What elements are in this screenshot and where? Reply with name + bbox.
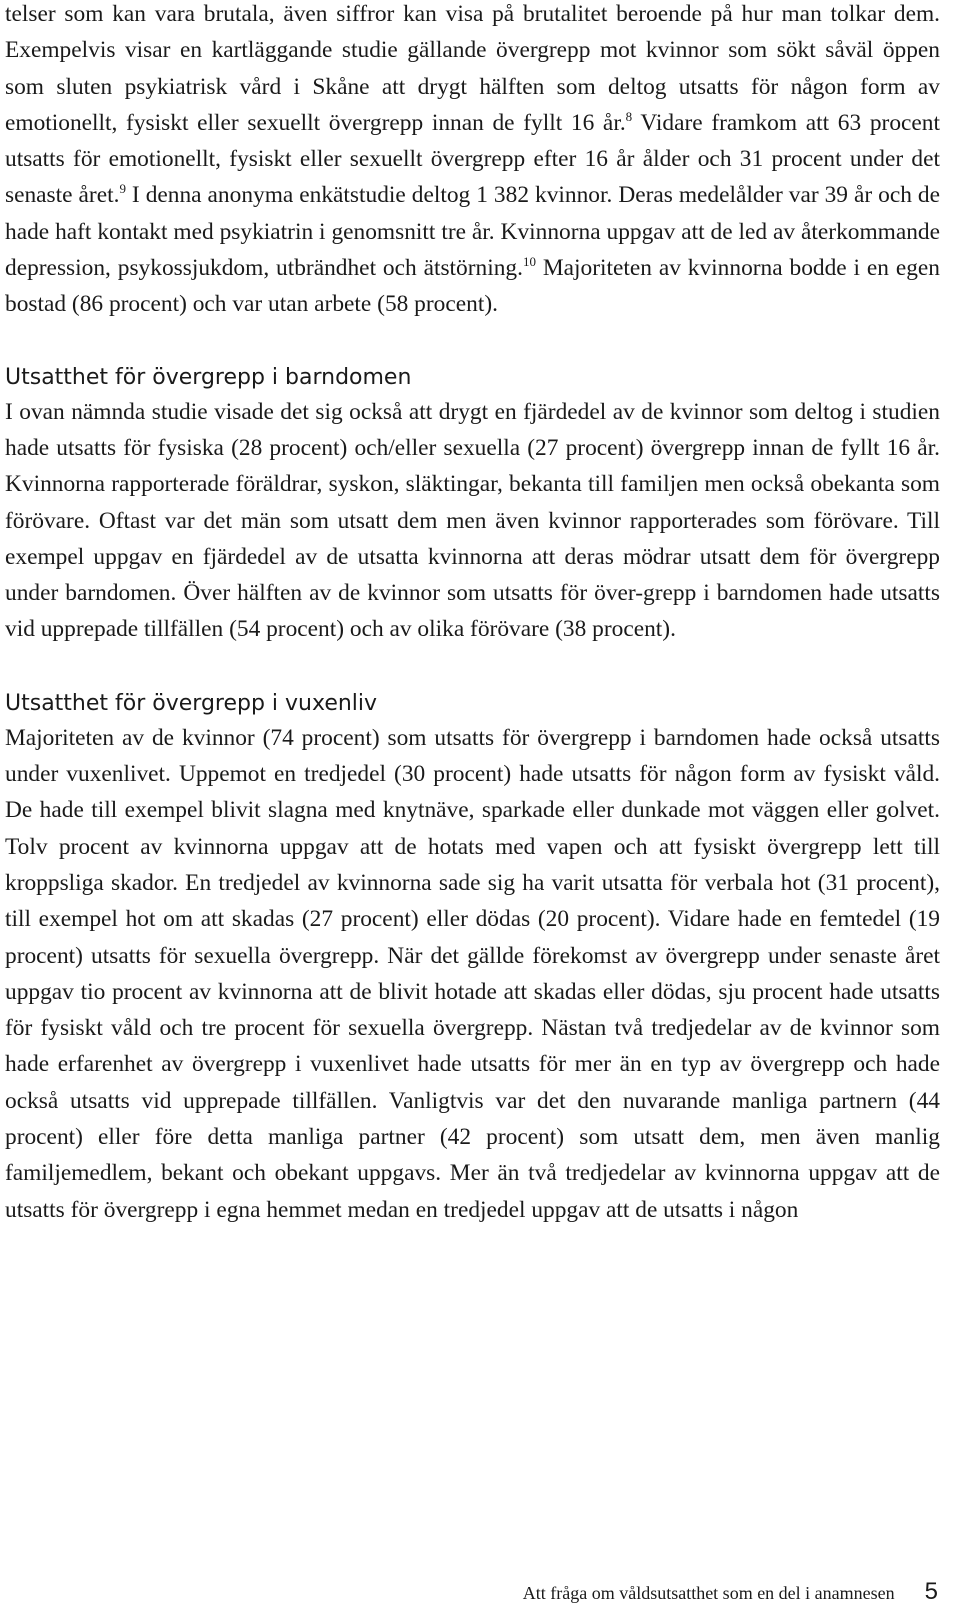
paragraph-text: Vidare framkom att 63 procent utsatts för emotionellt, fysiskt eller sexuellt övergrepp efter 16 år ålder och 31 procent under det senaste året. [5, 109, 940, 209]
body-paragraph-intro [5, 0, 940, 323]
page-footer [523, 1578, 938, 1606]
body-paragraph-adulthood: Majoriteten av de kvinnor (74 procent) som utsatts för övergrepp i barndomen hade också utsatts under vuxenlivet. Uppemot en tredjedel (30 procent) hade utsatts för någon form av fysiskt våld. De hade till exempel blivit slagna med knytnäve, sparkade eller dunkade mot väggen eller golvet. Tolv procent av kvinnorna uppgav att de hotats med vapen och att fysiskt övergrepp lett till kroppsliga skador. En tredjedel av kvinnorna sade sig ha varit utsatta för verbala hot (31 procent), till exempel hot om att skadas (27 procent) eller dödas (20 procent). Vidare hade en femtedel (19 procent) utsatts för sexuella övergrepp. När det gällde förekomst av övergrepp under senaste året uppgav tio procent av kvinnorna att de blivit hotade att skadas eller dödas, sju procent hade utsatts för fysiskt våld och tre procent för sexuella övergrepp. Nästan två tredjedelar av de kvinnor som hade erfarenhet av övergrepp i vuxenlivet hade utsatts för mer än en typ av övergrepp och hade också utsatts vid upprepade tillfällen. Vanligtvis var det den nuvarande manliga partnern (44 procent) eller före detta manliga partner (42 procent) som utsatt dem, men även manlig familjemedlem, bekant och obekant uppgavs. Mer än två tredjedelar av kvinnorna uppgav att de utsatts för övergrepp i egna hemmet medan en tredjedel uppgav att de utsatts i någon [5, 724, 940, 1223]
paragraph-text: telser som kan vara brutala, även siffror kan visa på brutalitet beroende på hur man tolkar dem. Exempelvis visar en kartläggande studie gällande övergrepp mot kvinnor som sökt såväl öppen som sluten psykiatrisk vård i Skåne att drygt hälften som deltog utsatts för någon form av emotionellt, fysiskt eller sexuellt övergrepp innan de fyllt 16 år. [5, 1, 940, 136]
paragraph-text: Majoriteten av kvinnorna bodde i en egen bostad (86 procent) och var utan arbete (58 procent). [5, 255, 940, 318]
paragraph-text: I denna anonyma enkätstudie deltog 1 382 kvinnor. Deras medelålder var 39 år och de hade haft kontakt med psykiatrin i genomsnitt tre år. Kvinnorna uppgav att de led av återkommande depression, psykossjukdom, utbrändhet och ätstörning. [5, 182, 940, 282]
body-paragraph-childhood: I ovan nämnda studie visade det sig också att drygt en fjärdedel av de kvinnor som deltog i studien hade utsatts för fysiska (28 procent) och/eller sexuella (27 procent) övergrepp innan de fyllt 16 år. Kvinnorna rapporterade föräldrar, syskon, släktingar, bekanta till familjen men också obekanta som förövare. Oftast var det män som utsatt dem men även kvinnor rapporterades som förövare. Till exempel uppgav en fjärdedel av de utsatta kvinnorna att deras mödrar utsatt dem för övergrepp under barndomen. Över hälften av de kvinnor som utsatts för över-grepp i barndomen hade utsatts vid upprepade tillfällen (54 procent) och av olika förövare (38 procent). [5, 398, 940, 643]
running-footer-title: Att fråga om våldsutsatthet som en del i anamnesen [522, 1583, 895, 1603]
footnote-ref-8[interactable]: 8 [625, 108, 633, 124]
footnote-ref-10[interactable]: 10 [522, 254, 536, 270]
section-heading-childhood: Utsatthet för övergrepp i barndomen [5, 364, 412, 390]
section-heading-adulthood: Utsatthet för övergrepp i vuxenliv [5, 690, 378, 716]
document-page [5, 0, 940, 1228]
page-number: 5 [924, 1578, 938, 1605]
footnote-ref-9[interactable]: 9 [119, 181, 126, 197]
